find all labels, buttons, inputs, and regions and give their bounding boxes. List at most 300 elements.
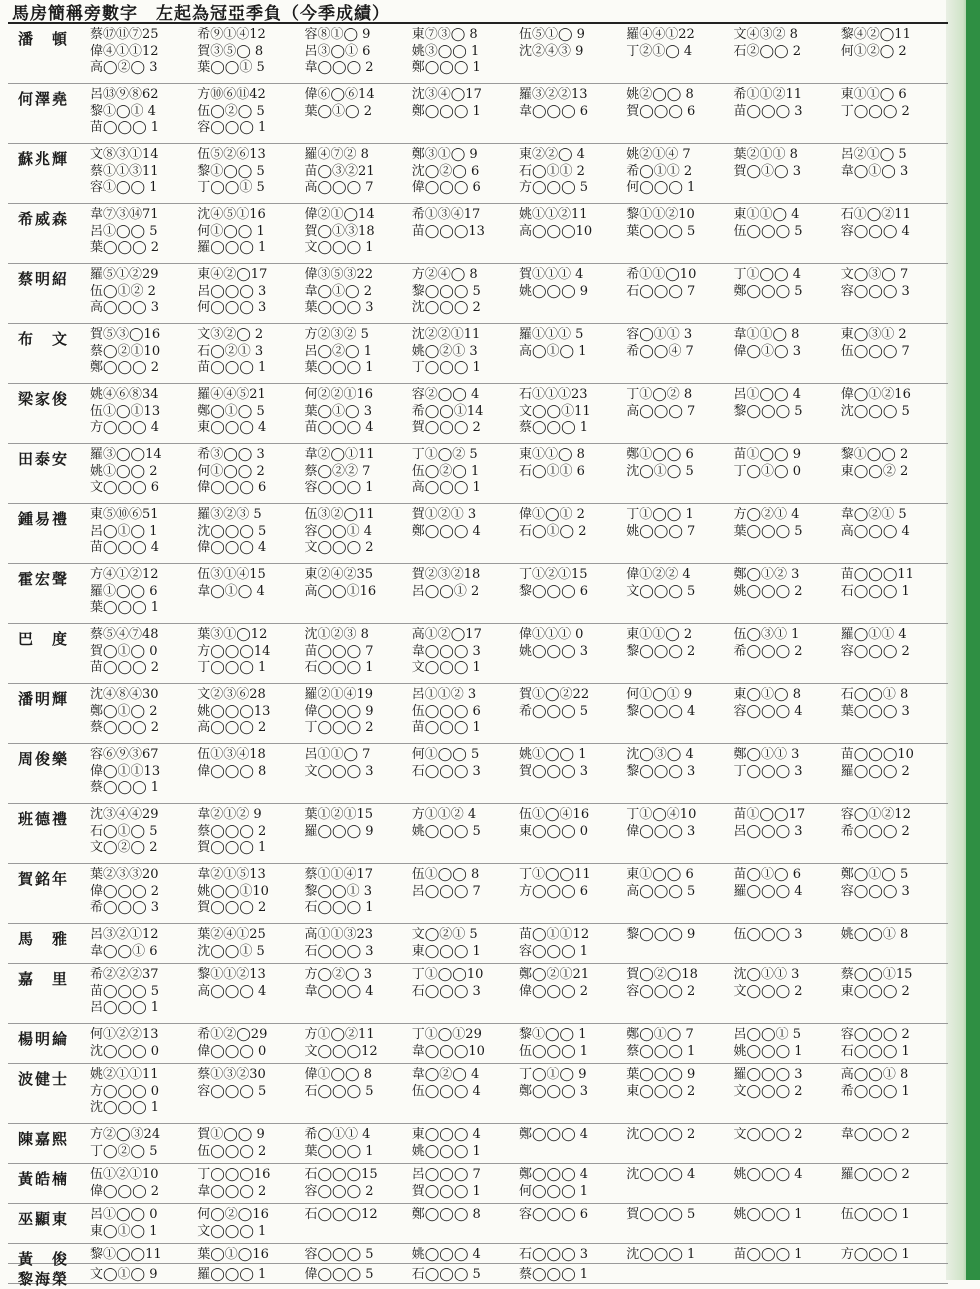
jockey-stat: 丁①◯◯ 1	[626, 507, 694, 522]
jockey-stat: 石②◯◯ 2	[733, 43, 802, 59]
jockey-stat: 丁◯◯◯ 1	[411, 360, 481, 375]
jockey-stat-cell	[412, 1167, 519, 1203]
jockey-cells	[90, 804, 948, 863]
jockey-stat: 方④①②12	[90, 567, 159, 582]
jockey-stat: 姚◯◯◯ 9	[519, 283, 589, 299]
jockey-stat: 丁①◯④10	[626, 807, 697, 822]
jockey-stat-cell	[626, 507, 733, 563]
jockey-stat: 希①①◯10	[626, 267, 697, 282]
jockey-stat: 沈◯①◯ 5	[626, 463, 694, 479]
jockey-stat: 容◯◯① 4	[304, 523, 373, 539]
jockey-stat: 伍③②◯11	[304, 507, 375, 522]
jockey-stat: 高①①③23	[304, 927, 374, 942]
jockey-stat: 鄭◯◯◯ 4	[411, 523, 481, 539]
jockey-stat: 韋②◯①11	[304, 447, 375, 462]
jockey-stat: 賀①◯◯ 9	[197, 1127, 265, 1142]
jockey-stat-cell	[626, 267, 733, 323]
jockey-stat: 高◯◯◯ 1	[411, 480, 481, 495]
jockey-stat: 姚①◯◯ 1	[519, 747, 587, 762]
jockey-stat: 苗①◯◯17	[733, 807, 806, 822]
jockey-stat-cell	[412, 867, 519, 923]
jockey-stat: 何①◯◯ 5	[411, 747, 480, 762]
jockey-stat-cell	[734, 867, 841, 923]
jockey-stat-cell	[519, 87, 626, 143]
jockey-stat-cell	[519, 147, 626, 203]
jockey-stat: 石◯◯◯ 1	[840, 583, 910, 599]
jockey-stat: 蔡⑰⑪⑦25	[90, 27, 159, 42]
jockey-stat: 賀③⑤◯ 8	[197, 43, 264, 59]
jockey-stat: 東⑤⑩⑥51	[90, 507, 159, 522]
jockey-stat: 伍①◯④16	[519, 807, 590, 822]
jockey-stat: 鄭◯◯◯ 2	[90, 360, 160, 375]
jockey-stat-cell	[626, 1167, 733, 1203]
jockey-stat: 韋◯◯◯ 2	[840, 1127, 910, 1142]
jockey-stat-cell	[519, 1207, 626, 1243]
jockey-stat-cell	[519, 627, 626, 683]
jockey-stat: 高◯◯◯ 3	[90, 300, 160, 315]
jockey-stat: 希①①②11	[733, 87, 803, 102]
trainer-name: 田泰安	[18, 450, 70, 468]
jockey-stat: 文◯◯◯ 1	[411, 660, 481, 675]
jockey-cells	[90, 1124, 948, 1163]
jockey-stat: 呂◯①◯ 1	[90, 523, 158, 539]
table-header	[8, 0, 948, 24]
jockey-stat-cell	[519, 1247, 626, 1263]
jockey-stat: 文◯◯◯ 2	[304, 540, 374, 555]
jockey-stat: 賀◯②◯18	[626, 967, 698, 982]
jockey-stat: 賀①◯②22	[519, 687, 590, 702]
jockey-stat-cell	[519, 747, 626, 803]
jockey-stat-cell	[412, 627, 519, 683]
jockey-stat-cell	[841, 1067, 948, 1123]
jockey-stat: 容◯①① 3	[626, 327, 693, 342]
jockey-stat-cell	[197, 507, 304, 563]
jockey-stat-cell	[197, 747, 304, 803]
jockey-stat-cell	[305, 1247, 412, 1263]
jockey-stat: 偉◯①①13	[90, 763, 161, 779]
jockey-stat-cell	[305, 327, 412, 383]
jockey-stat: 石◯①① 2	[519, 163, 585, 179]
jockey-stat-cell	[841, 1167, 948, 1203]
jockey-stat: 東◯◯② 2	[840, 463, 909, 479]
jockey-stat: 丁①◯◯11	[519, 867, 591, 882]
jockey-stat: 羅③◯◯14	[90, 447, 162, 462]
jockey-cells	[90, 624, 948, 683]
jockey-stat: 東◯◯◯ 1	[411, 943, 481, 959]
jockey-stat: 方◯◯◯ 6	[519, 883, 589, 899]
jockey-stat-cell	[841, 927, 948, 963]
jockey-stat-cell	[626, 927, 733, 963]
jockey-stat-cell	[90, 867, 197, 923]
jockey-stat: 伍◯◯◯ 6	[411, 703, 481, 719]
jockey-stat-cell	[305, 27, 412, 83]
jockey-stat: 偉⑥◯⑥14	[304, 87, 375, 102]
jockey-stat: 蔡◯◯◯ 1	[519, 1267, 589, 1282]
jockey-stat: 容◯◯◯ 3	[840, 283, 910, 299]
jockey-stat: 鄭◯①◯ 7	[626, 1027, 694, 1042]
jockey-stat: 丁◯◯◯ 3	[733, 763, 803, 779]
jockey-stat: 偉①◯① 2	[519, 507, 585, 522]
jockey-stat: 偉◯◯◯ 6	[197, 480, 267, 495]
jockey-stat: 姚◯◯◯ 2	[733, 583, 803, 599]
jockey-stat: 高◯②◯ 3	[90, 60, 158, 75]
jockey-stat: 伍◯◯◯ 5	[733, 223, 803, 239]
jockey-stat-cell	[305, 387, 412, 443]
table-row	[8, 1124, 948, 1164]
trainer-name: 巫顯東	[18, 1210, 70, 1228]
jockey-stat: 希◯◯◯ 5	[519, 703, 589, 719]
jockey-stat-cell	[626, 1027, 733, 1063]
jockey-stat: 希◯◯◯ 2	[840, 823, 910, 839]
trainer-name: 蔡明紹	[18, 270, 70, 288]
jockey-stat-cell	[734, 1167, 841, 1203]
jockey-stat: 沈◯◯① 5	[197, 943, 265, 959]
jockey-stat: 羅◯◯◯ 9	[304, 823, 374, 839]
jockey-stat: 容◯◯◯ 4	[840, 223, 910, 239]
jockey-stat: 何◯②◯16	[197, 1207, 269, 1222]
jockey-stat: 希◯◯①14	[411, 403, 484, 419]
jockey-stat-cell	[626, 147, 733, 203]
jockey-stat: 東◯◯◯ 4	[411, 1127, 481, 1142]
jockey-stat: 東◯①◯ 8	[733, 687, 802, 702]
jockey-stat: 蔡◯◯◯ 1	[90, 780, 160, 795]
jockey-stat-cell	[841, 327, 948, 383]
jockey-stat: 希◯①① 2	[626, 163, 693, 179]
jockey-stat-cell	[197, 627, 304, 683]
jockey-stat: 苗◯◯◯ 1	[90, 120, 160, 135]
trainer-name: 楊明綸	[18, 1030, 70, 1048]
jockey-stat: 偉◯◯◯ 2	[90, 1183, 160, 1199]
jockey-stat: 偉◯◯◯ 4	[197, 540, 267, 555]
table-row	[8, 864, 948, 924]
jockey-stat: 東④②◯17	[197, 267, 268, 282]
jockey-stat-cell	[305, 807, 412, 863]
jockey-stat: 伍◯①② 2	[90, 283, 156, 299]
jockey-stat-cell	[519, 27, 626, 83]
jockey-stat: 容◯◯◯ 2	[840, 643, 910, 659]
jockey-stat: 伍◯②◯ 1	[411, 463, 480, 479]
jockey-stat: 蔡◯◯◯ 1	[519, 420, 589, 435]
jockey-stat-cell	[841, 27, 948, 83]
jockey-stat: 賀◯◯◯ 2	[197, 900, 267, 915]
jockey-stat: 沈◯◯◯ 5	[197, 523, 267, 539]
jockey-stat-cell	[626, 1207, 733, 1243]
jockey-stat-cell	[412, 1127, 519, 1163]
jockey-stat: 葉◯①◯ 2	[304, 103, 373, 119]
trainer-name: 賀銘年	[18, 870, 70, 888]
jockey-stat: 伍⑤①◯ 9	[519, 27, 585, 42]
jockey-stat: 丁◯①◯ 0	[733, 463, 802, 479]
jockey-stat: 鄭◯◯◯ 5	[733, 283, 803, 299]
jockey-stat: 韋◯◯◯ 2	[197, 1183, 267, 1199]
jockey-stat: 方◯◯◯ 5	[519, 180, 589, 195]
jockey-stat: 文◯◯◯ 2	[733, 1083, 803, 1099]
jockey-stat: 石◯①① 6	[519, 463, 585, 479]
jockey-stat: 方◯②① 4	[733, 507, 800, 522]
jockey-stat: 呂◯◯◯ 7	[411, 1167, 481, 1182]
jockey-stat: 丁①◯② 8	[626, 387, 693, 402]
jockey-stat: 希②②②37	[90, 967, 159, 982]
jockey-cells	[90, 444, 948, 503]
jockey-stat: 丁◯◯◯16	[197, 1167, 271, 1182]
jockey-stat: 苗◯◯◯13	[411, 223, 485, 239]
jockey-stat-cell	[90, 87, 197, 143]
jockey-stat: 東①①◯ 6	[840, 87, 907, 102]
jockey-stat: 容①◯◯ 1	[90, 180, 158, 195]
jockey-stat: 高◯◯◯ 4	[197, 983, 267, 999]
jockey-cells	[90, 24, 948, 83]
jockey-stat: 沈◯①① 3	[733, 967, 800, 982]
jockey-stat: 鄭①◯◯ 6	[626, 447, 694, 462]
jockey-stat-cell	[519, 927, 626, 963]
jockey-stat-cell	[412, 327, 519, 383]
jockey-stat-cell	[197, 1207, 304, 1243]
jockey-stat-cell	[305, 447, 412, 503]
jockey-stat: 黎①◯◯ 2	[840, 447, 909, 462]
jockey-stat: 鄭◯①◯ 2	[90, 703, 158, 719]
jockey-stat-cell	[412, 1267, 519, 1283]
jockey-stat: 賀⑤③◯16	[90, 327, 161, 342]
jockey-stat: 韋◯◯◯ 4	[304, 983, 374, 999]
jockey-stat-cell	[519, 207, 626, 263]
jockey-stat-cell	[305, 267, 412, 323]
jockey-stat: 伍◯③① 1	[733, 627, 800, 642]
jockey-stat: 丁①◯② 5	[411, 447, 478, 462]
jockey-stat: 偉◯◯◯ 8	[197, 763, 267, 779]
jockey-stat: 黎◯◯◯ 6	[519, 583, 589, 599]
jockey-stat: 葉◯◯◯ 3	[840, 703, 910, 719]
jockey-stat: 東①①◯ 4	[733, 207, 800, 222]
jockey-stat: 姚①①②11	[519, 207, 588, 222]
jockey-stat: 希①②◯29	[197, 1027, 268, 1042]
jockey-stat: 呂◯②◯ 1	[304, 343, 373, 359]
table-row	[8, 1064, 948, 1124]
table-row	[8, 1204, 948, 1244]
jockey-stat-cell	[197, 807, 304, 863]
jockey-stat-cell	[841, 867, 948, 923]
jockey-stat: 姚②◯◯ 8	[626, 87, 694, 102]
jockey-stat: 文◯◯◯12	[304, 1043, 378, 1059]
jockey-stat-cell	[197, 147, 304, 203]
jockey-stat: 黎①①②13	[197, 967, 266, 982]
jockey-stat: 羅④④①22	[626, 27, 695, 42]
jockey-stat: 希③◯◯ 3	[197, 447, 265, 462]
jockey-stat-cell	[519, 1127, 626, 1163]
jockey-stat: 伍①◯◯ 8	[411, 867, 480, 882]
header-title: 馬房簡稱旁數字	[12, 3, 138, 24]
jockey-stat-cell	[734, 447, 841, 503]
jockey-stat: 偉◯①◯ 3	[733, 343, 802, 359]
jockey-stat: 容◯◯◯ 2	[626, 983, 696, 999]
jockey-stat-cell	[734, 1207, 841, 1243]
jockey-stat-cell	[412, 207, 519, 263]
jockey-stat: 苗◯◯◯ 1	[733, 1247, 803, 1262]
jockey-stat: 葉③①◯12	[197, 627, 268, 642]
jockey-stat: 石◯◯◯15	[304, 1167, 378, 1182]
jockey-stat-cell	[519, 1167, 626, 1203]
jockey-stat: 苗◯◯◯11	[840, 567, 914, 582]
jockey-cells	[90, 204, 948, 263]
jockey-stat: 丁◯◯◯ 2	[840, 103, 910, 119]
jockey-stat: 丁①◯◯ 4	[733, 267, 802, 282]
jockey-stat: 苗◯◯◯ 5	[90, 983, 160, 999]
jockey-cells	[90, 1164, 948, 1203]
jockey-stat-cell	[197, 927, 304, 963]
jockey-stat-cell	[90, 387, 197, 443]
jockey-stat: 黎◯◯◯ 5	[411, 283, 481, 299]
jockey-stat-cell	[197, 1127, 304, 1163]
jockey-stat-cell	[305, 1207, 412, 1243]
jockey-stat: 葉◯◯◯ 5	[626, 223, 696, 239]
jockey-stat: 文③②◯ 2	[197, 327, 264, 342]
jockey-stat: 韋①①◯ 8	[733, 327, 800, 342]
jockey-stat-cell	[734, 747, 841, 803]
jockey-stat-cell	[626, 967, 733, 1023]
jockey-stat-cell	[90, 627, 197, 683]
jockey-stat: 呂◯◯◯ 7	[411, 883, 481, 899]
jockey-stat: 苗◯◯◯ 4	[90, 540, 160, 555]
jockey-stat-cell	[734, 27, 841, 83]
jockey-stat: 容②◯◯ 4	[411, 387, 480, 402]
table-row	[8, 204, 948, 264]
jockey-stat-cell	[626, 627, 733, 683]
jockey-stat: 鄭◯◯◯ 4	[519, 1167, 589, 1182]
jockey-stat: 苗◯①①12	[519, 927, 590, 942]
jockey-stat: 韋◯①◯ 3	[840, 163, 909, 179]
jockey-stat: 葉◯◯◯ 1	[304, 360, 374, 375]
jockey-stat: 丁◯①◯ 9	[519, 1067, 587, 1082]
jockey-stat: 方①◯②11	[304, 1027, 375, 1042]
jockey-stat-cell	[90, 447, 197, 503]
jockey-stat-cell	[197, 1167, 304, 1203]
jockey-stat-cell	[626, 87, 733, 143]
jockey-stat: 沈③④◯17	[411, 87, 482, 102]
jockey-stat: 容◯◯◯ 3	[840, 883, 910, 899]
jockey-stat-cell	[90, 927, 197, 963]
jockey-stat: 沈◯◯◯ 2	[626, 1127, 696, 1142]
jockey-stat: 葉①②①15	[304, 807, 374, 822]
jockey-stat: 方◯◯◯ 1	[840, 1247, 910, 1262]
jockey-stat: 沈①②③ 8	[304, 627, 369, 642]
jockey-stat: 伍◯◯◯ 2	[197, 1143, 267, 1159]
trainer-name: 黃 俊	[18, 1250, 70, 1268]
jockey-stat: 葉◯◯◯ 1	[90, 600, 160, 615]
page-edge-stripe	[966, 0, 980, 1280]
jockey-stat-cell	[412, 267, 519, 323]
jockey-stat: 葉◯◯◯ 3	[304, 300, 374, 315]
jockey-stat: 東①①◯ 2	[626, 627, 693, 642]
jockey-stat: 偉◯◯◯ 2	[519, 983, 589, 999]
jockey-cells	[90, 1244, 948, 1263]
jockey-cells	[90, 964, 948, 1023]
jockey-stat-cell	[305, 1027, 412, 1063]
jockey-stat: 沈③④④29	[90, 807, 159, 822]
jockey-stat-cell	[197, 967, 304, 1023]
jockey-stat: 希◯◯④ 7	[626, 343, 694, 359]
jockey-stat-cell	[305, 627, 412, 683]
jockey-stat-cell	[519, 1267, 626, 1283]
jockey-stat: 黎①◯◯ 1	[519, 1027, 587, 1042]
jockey-stat: 蔡◯②② 7	[304, 463, 371, 479]
jockey-stat: 羅◯◯◯ 2	[840, 1167, 910, 1182]
jockey-stat-cell	[412, 567, 519, 623]
trainer-rows	[8, 24, 948, 1288]
jockey-cells	[90, 924, 948, 963]
jockey-cells	[90, 504, 948, 563]
jockey-stat: 呂①◯◯ 0	[90, 1207, 158, 1222]
jockey-stat-cell	[412, 1247, 519, 1263]
jockey-stat: 蔡◯②①10	[90, 343, 161, 359]
jockey-stat: 黎①◯◯ 5	[197, 163, 265, 179]
jockey-stat-cell	[734, 207, 841, 263]
trainer-name: 蘇兆輝	[18, 150, 70, 168]
jockey-stat: 蔡◯◯◯ 2	[90, 720, 160, 735]
jockey-stat: 呂◯◯◯ 3	[197, 283, 267, 299]
jockey-stat: 呂◯◯◯ 3	[733, 823, 803, 839]
jockey-cells	[90, 324, 948, 383]
jockey-stat-cell	[841, 807, 948, 863]
jockey-stat: 偉①②② 4	[626, 567, 691, 582]
jockey-stat-cell	[305, 87, 412, 143]
jockey-stat: 鄭◯②①21	[519, 967, 590, 982]
jockey-stat: 韋◯②◯ 4	[411, 1067, 480, 1082]
jockey-stat: 石◯①◯ 5	[90, 823, 158, 839]
jockey-stat: 何◯◯◯ 3	[197, 300, 267, 315]
jockey-stat: 東◯◯◯ 2	[840, 983, 910, 999]
jockey-stat-cell	[841, 687, 948, 743]
jockey-cells	[90, 1204, 948, 1243]
jockey-stat: 東◯◯◯ 2	[626, 1083, 696, 1099]
jockey-stat-cell	[841, 967, 948, 1023]
jockey-stat: 韋⑦③⑭71	[90, 207, 159, 222]
jockey-stat: 呂②①◯ 5	[840, 147, 907, 162]
jockey-stat: 賀◯◯◯ 1	[197, 840, 267, 855]
jockey-stat-cell	[626, 1247, 733, 1263]
jockey-stat: 高◯◯◯ 7	[626, 403, 696, 419]
jockey-stat: 石◯◯◯ 3	[411, 983, 481, 999]
jockey-stat: 石◯◯◯ 5	[304, 1083, 374, 1099]
jockey-stat-cell	[841, 447, 948, 503]
jockey-stat: 鄭◯◯◯ 3	[519, 1083, 589, 1099]
jockey-stat-cell	[734, 327, 841, 383]
jockey-stat-cell	[412, 1207, 519, 1243]
jockey-stat-cell	[841, 207, 948, 263]
jockey-stat: 呂◯◯◯ 1	[90, 1000, 160, 1015]
jockey-stat: 石◯◯◯ 3	[519, 1247, 589, 1262]
jockey-stat: 伍◯◯◯ 1	[840, 1207, 910, 1222]
jockey-stat-cell	[90, 327, 197, 383]
jockey-stat-cell	[734, 1127, 841, 1163]
jockey-stat: 方②◯③24	[90, 1127, 161, 1142]
jockey-stat-cell	[626, 327, 733, 383]
trainer-name: 班德禮	[18, 810, 70, 828]
jockey-stat: 羅⑤①②29	[90, 267, 159, 282]
jockey-stat: 文◯②◯ 2	[90, 840, 158, 855]
jockey-stat: 伍③①④15	[197, 567, 266, 582]
jockey-stat: 文◯◯◯ 5	[626, 583, 696, 599]
jockey-stat: 韋◯②① 5	[840, 507, 907, 522]
jockey-stat: 文◯◯◯ 2	[733, 983, 803, 999]
jockey-stat-cell	[412, 687, 519, 743]
jockey-stat: 石◯◯◯ 3	[304, 943, 374, 959]
table-row	[8, 624, 948, 684]
jockey-stat-cell	[626, 207, 733, 263]
jockey-stat: 偉◯◯◯ 0	[197, 1043, 267, 1059]
jockey-stat-cell	[197, 207, 304, 263]
table-row	[8, 744, 948, 804]
jockey-stat-cell	[305, 867, 412, 923]
jockey-stat: 方②④◯ 8	[411, 267, 478, 282]
